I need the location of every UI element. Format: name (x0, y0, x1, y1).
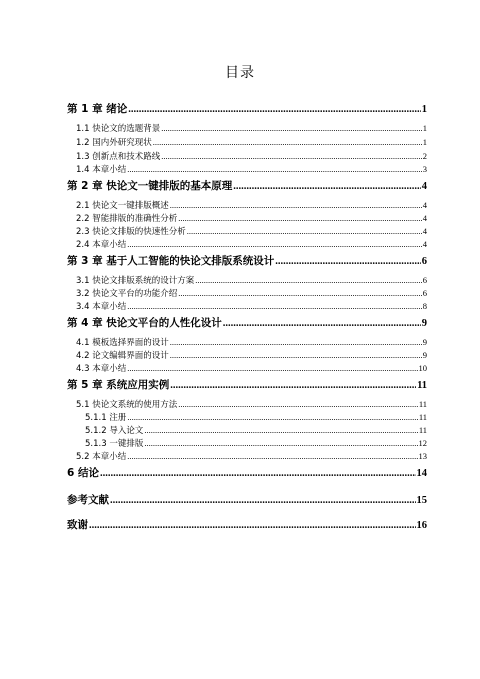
toc-leader-dots (127, 412, 417, 422)
toc-leader-dots (127, 301, 422, 311)
toc-page-number: 6 (422, 288, 427, 298)
toc-entry-label: 5.1.2 导入论文 (85, 426, 144, 436)
toc-entry-label: 5.1.3 一键排版 (85, 439, 144, 449)
toc-entry-label: 5.2 本章小结 (76, 452, 127, 462)
toc-leader-dots (178, 288, 422, 298)
toc-page-number: 11 (418, 412, 427, 422)
toc-leader-dots (178, 213, 422, 223)
toc-entry-label: 2.2 智能排版的准确性分析 (76, 214, 178, 224)
toc-leader-dots (110, 495, 416, 506)
toc-leader-dots (187, 226, 422, 236)
toc-entry-label: 1.3 创新点和技术路线 (76, 152, 161, 162)
toc-entry-label: 3.1 快论文排版系统的设计方案 (76, 276, 195, 286)
toc-entry-label: 第 1 章 绪论 (67, 103, 128, 115)
toc-section-2-4[interactable] (76, 238, 427, 250)
toc-page-number: 9 (422, 337, 427, 347)
toc-section-3-4[interactable] (76, 300, 427, 312)
toc-leader-dots (178, 399, 418, 409)
toc-section-5-2[interactable] (76, 450, 427, 462)
toc-entry-label: 4.2 论文编辑界面的设计 (76, 351, 169, 361)
toc-leader-dots (233, 181, 420, 192)
toc-section-2-1[interactable] (76, 199, 427, 211)
toc-page-number: 4 (421, 181, 427, 192)
toc-chapter-2[interactable] (67, 178, 427, 193)
toc-page-number: 1 (422, 137, 427, 147)
toc-section-3-2[interactable] (76, 287, 427, 299)
toc-entry-label: 4.1 模板选择界面的设计 (76, 338, 169, 348)
toc-leader-dots (128, 104, 420, 115)
toc-entry-label: 第 3 章 基于人工智能的快论文排版系统设计 (67, 255, 275, 267)
toc-page-number: 11 (417, 380, 427, 391)
toc-acknowledgements[interactable] (67, 517, 427, 532)
toc-section-4-3[interactable] (76, 362, 427, 374)
toc-leader-dots (195, 275, 422, 285)
toc-entry-label: 6 结论 (67, 467, 99, 479)
toc-leader-dots (161, 151, 422, 161)
toc-leader-dots (275, 256, 420, 267)
toc-section-2-2[interactable] (76, 212, 427, 224)
toc-entry-label: 2.1 快论文一键排版概述 (76, 201, 169, 211)
toc-leader-dots (170, 337, 422, 347)
toc-page-number: 9 (421, 318, 427, 329)
toc-leader-dots (100, 468, 416, 479)
toc-entry-label: 参考文献 (67, 494, 109, 506)
toc-entry-label: 2.3 快论文排版的快速性分析 (76, 227, 186, 237)
toc-leader-dots (89, 520, 416, 531)
toc-leader-dots (127, 451, 417, 461)
toc-leader-dots (170, 200, 422, 210)
toc-entry-label: 5.1.1 注册 (85, 413, 127, 423)
toc-page-number: 11 (418, 399, 427, 409)
toc-leader-dots (170, 350, 422, 360)
toc-entry-label: 3.2 快论文平台的功能介绍 (76, 289, 178, 299)
toc-section-3-1[interactable] (76, 274, 427, 286)
toc-page-number: 6 (421, 256, 427, 267)
toc-entry-label: 5.1 快论文系统的使用方法 (76, 400, 178, 410)
toc-leader-dots (127, 363, 417, 373)
toc-page-number: 13 (418, 451, 427, 461)
toc-leader-dots (153, 137, 422, 147)
toc-entry-label: 1.4 本章小结 (76, 165, 127, 175)
toc-entry-label: 第 4 章 快论文平台的人性化设计 (67, 317, 222, 329)
toc-subsection-5-1-1[interactable] (85, 411, 427, 423)
toc-conclusion[interactable] (67, 465, 427, 480)
toc-section-1-1[interactable] (76, 122, 427, 134)
toc-page-number: 6 (422, 275, 427, 285)
toc-entry-label: 第 5 章 系统应用实例 (67, 379, 170, 391)
toc-entry-label: 2.4 本章小结 (76, 240, 127, 250)
toc-section-1-3[interactable] (76, 150, 427, 162)
toc-title: 目录 (225, 65, 255, 81)
toc-page-number: 8 (422, 301, 427, 311)
toc-page-number: 3 (422, 164, 427, 174)
toc-leader-dots (127, 164, 422, 174)
toc-chapter-4[interactable] (67, 315, 427, 330)
toc-page-number: 2 (422, 151, 427, 161)
toc-page-number: 1 (421, 104, 427, 115)
toc-subsection-5-1-3[interactable] (85, 437, 427, 449)
toc-leader-dots (223, 318, 421, 329)
toc-references[interactable] (67, 492, 427, 507)
toc-entry-label: 4.3 本章小结 (76, 364, 127, 374)
toc-page-number: 11 (418, 425, 427, 435)
toc-section-2-3[interactable] (76, 225, 427, 237)
toc-section-4-2[interactable] (76, 349, 427, 361)
toc-entry-label: 1.2 国内外研究现状 (76, 138, 152, 148)
toc-page-number: 4 (422, 200, 427, 210)
toc-page-number: 16 (416, 520, 427, 531)
toc-leader-dots (144, 425, 417, 435)
toc-chapter-3[interactable] (67, 253, 427, 268)
toc-page-number: 9 (422, 350, 427, 360)
toc-page-number: 12 (418, 438, 427, 448)
toc-entry-label: 第 2 章 快论文一键排版的基本原理 (67, 180, 233, 192)
toc-page-number: 4 (422, 226, 427, 236)
toc-page-number: 10 (418, 363, 427, 373)
toc-page-number: 4 (422, 239, 427, 249)
toc-section-1-2[interactable] (76, 136, 427, 148)
toc-section-5-1[interactable] (76, 398, 427, 410)
toc-entry-label: 1.1 快论文的选题背景 (76, 124, 161, 134)
toc-leader-dots (144, 438, 417, 448)
toc-page-number: 15 (416, 495, 427, 506)
toc-page-number: 14 (416, 468, 427, 479)
toc-section-4-1[interactable] (76, 336, 427, 348)
toc-section-1-4[interactable] (76, 163, 427, 175)
toc-chapter-5[interactable] (67, 377, 427, 392)
toc-subsection-5-1-2[interactable] (85, 424, 427, 436)
toc-page-number: 1 (422, 123, 427, 133)
toc-leader-dots (161, 123, 422, 133)
toc-leader-dots (127, 239, 422, 249)
toc-entry-label: 致谢 (67, 519, 88, 531)
toc-entry-label: 3.4 本章小结 (76, 302, 127, 312)
toc-page-number: 4 (422, 213, 427, 223)
toc-leader-dots (170, 380, 416, 391)
toc-chapter-1[interactable] (67, 101, 427, 116)
